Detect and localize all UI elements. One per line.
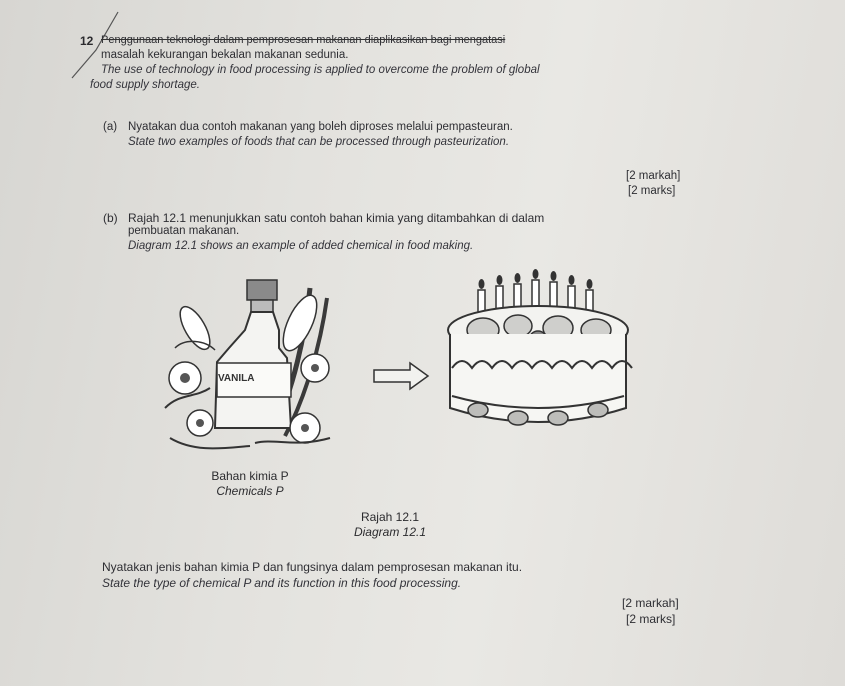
question-number: 12 (80, 34, 94, 48)
part-b-marks-en: [2 marks] (626, 612, 676, 626)
part-b-question-en: State the type of chemical P and its function in this food processing. (102, 576, 462, 590)
intro-en: The use of technology in food processing is applied to overcome the problem of global (101, 64, 540, 76)
part-a-marks-en: [2 marks] (628, 185, 676, 197)
intro-ms-2: masalah kekurangan bekalan makanan sedunia. (101, 49, 349, 61)
part-b-text-ms: Rajah 12.1 menunjukkan satu contoh bahan kimia yang ditambahkan di dalam (128, 211, 545, 225)
intro-en-2: food supply shortage. (90, 79, 200, 91)
chemical-caption-ms: Bahan kimia P (211, 469, 289, 483)
part-a-text-ms: Nyatakan dua contoh makanan yang boleh diproses melalui pempasteuran. (128, 121, 513, 133)
part-b-marks-ms: [2 markah] (622, 596, 679, 610)
part-a-text-en: State two examples of foods that can be processed through pasteurization. (128, 136, 510, 148)
arrow-icon (372, 361, 432, 391)
bottle-label: VANILA (218, 373, 255, 384)
part-b-label: (b) (103, 211, 118, 225)
part-b-text-ms-2: pembuatan makanan. (128, 225, 240, 237)
part-b-question-ms: Nyatakan jenis bahan kimia P dan fungsinya dalam pemprosesan makanan itu. (102, 560, 523, 574)
chemical-caption-en: Chemicals P (216, 484, 284, 498)
part-b-text-en: Diagram 12.1 shows an example of added chemical in food making. (128, 240, 474, 252)
intro-ms: Penggunaan teknologi dalam pemprosesan makanan diaplikasikan bagi mengatasi (101, 34, 506, 46)
diagram-caption-en: Diagram 12.1 (353, 525, 427, 539)
part-a-marks-ms: [2 markah] (626, 170, 681, 182)
vanilla-bottle-illustration (155, 278, 355, 463)
cake-illustration (438, 268, 638, 443)
diagram-caption-ms: Rajah 12.1 (360, 510, 420, 524)
part-a-label: (a) (103, 121, 118, 133)
